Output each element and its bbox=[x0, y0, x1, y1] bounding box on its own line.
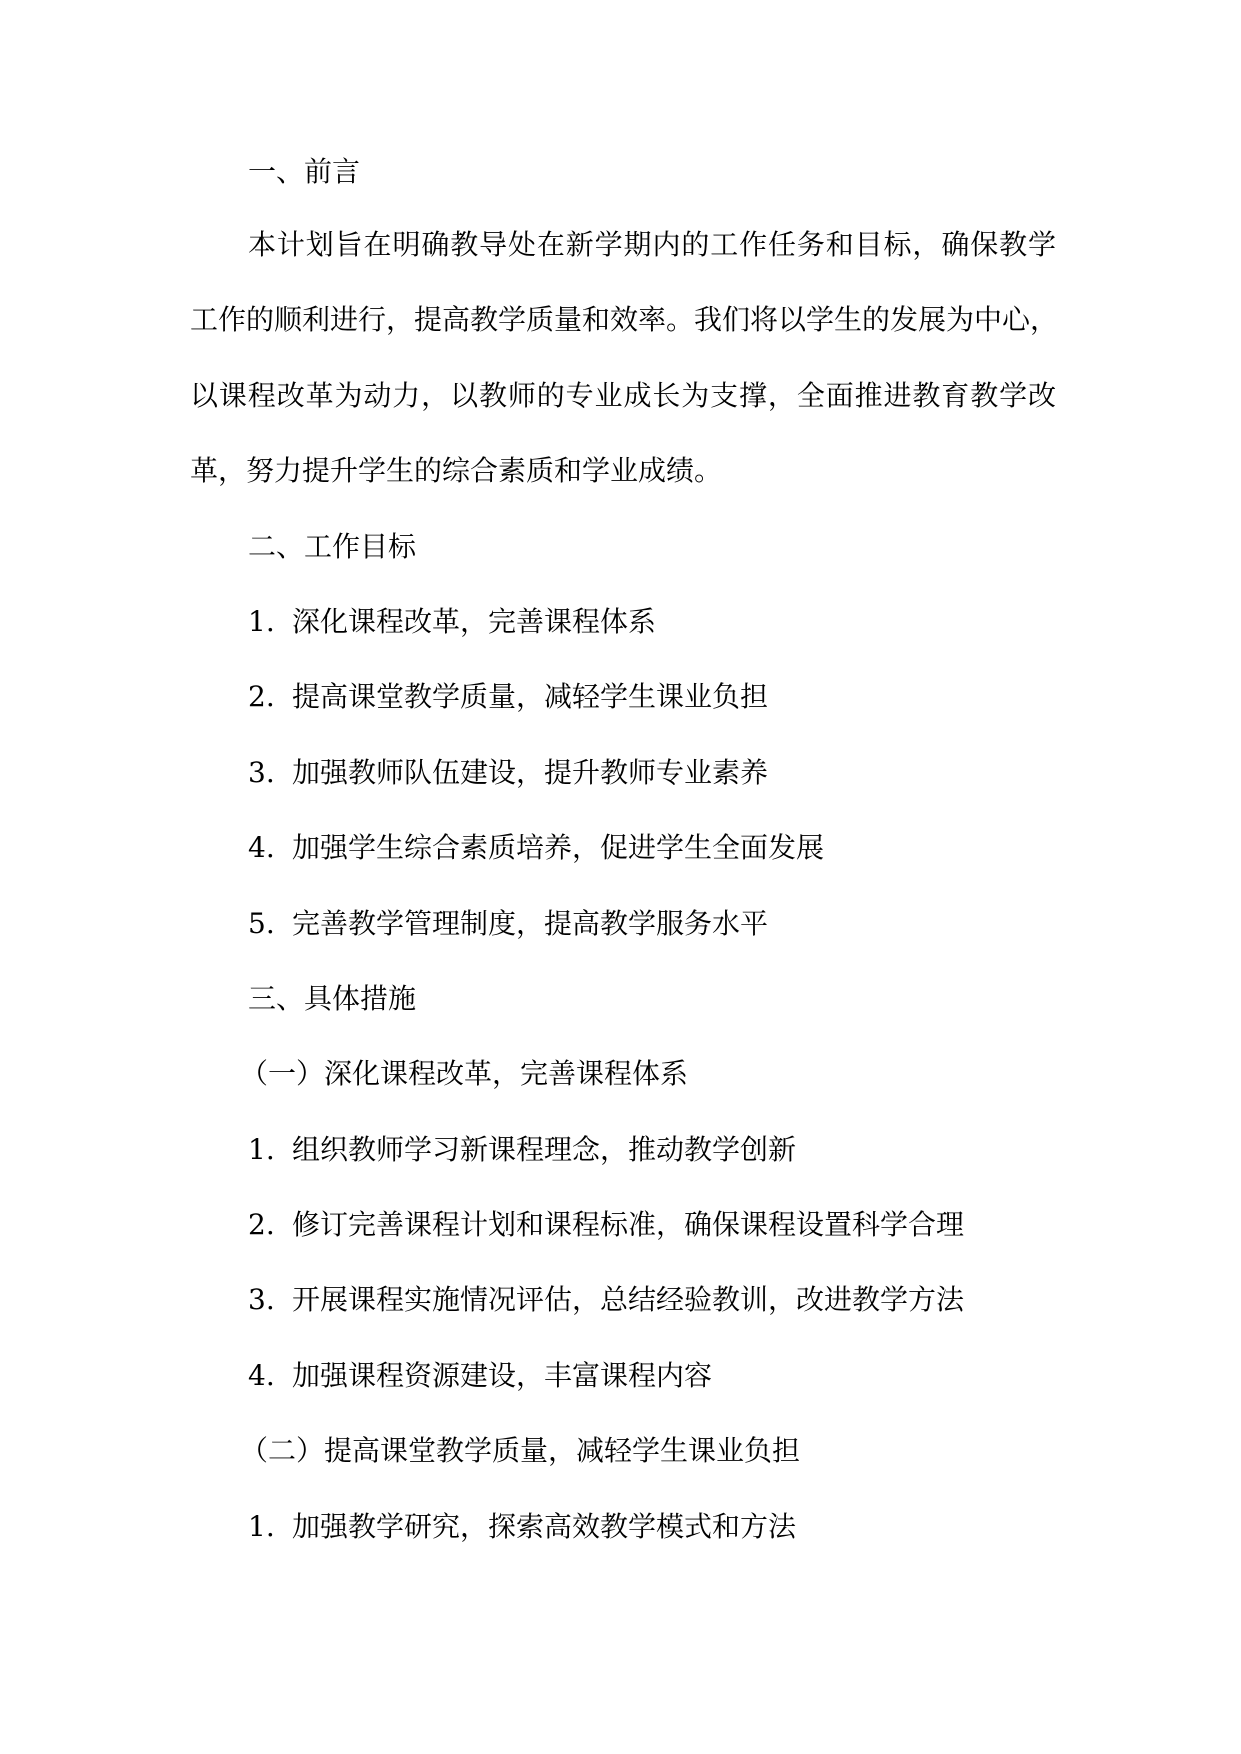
subsection-heading: （一）深化课程改革，完善课程体系 bbox=[240, 1057, 689, 1090]
measure-item-number: 3. bbox=[248, 1283, 275, 1316]
measure-item-text: 加强课程资源建设，丰富课程内容 bbox=[292, 1359, 713, 1392]
measure-item bbox=[248, 1205, 964, 1245]
goal-item-number: 3. bbox=[248, 756, 275, 789]
section-heading-goals: 二、工作目标 bbox=[248, 530, 417, 563]
goal-item bbox=[248, 828, 824, 868]
intro-paragraph-line: 本计划旨在明确教导处在新学期内的工作任务和目标，确保教学 bbox=[248, 228, 1056, 261]
goal-item-number: 1. bbox=[248, 605, 275, 638]
intro-paragraph-line: 革，努力提升学生的综合素质和学业成绩。 bbox=[190, 454, 723, 487]
measure-item-text: 开展课程实施情况评估，总结经验教训，改进教学方法 bbox=[292, 1283, 965, 1316]
goal-item bbox=[248, 753, 768, 793]
measure-item-number: 1. bbox=[248, 1510, 275, 1543]
section-heading-measures: 三、具体措施 bbox=[248, 982, 417, 1015]
goal-item-number: 4. bbox=[248, 831, 275, 864]
subsection-heading: （二）提高课堂教学质量，减轻学生课业负担 bbox=[240, 1434, 801, 1467]
goal-item bbox=[248, 677, 768, 717]
measure-item-number: 4. bbox=[248, 1359, 275, 1392]
intro-paragraph-line: 工作的顺利进行，提高教学质量和效率。我们将以学生的发展为中心， bbox=[190, 303, 1059, 336]
goal-item-text: 加强学生综合素质培养，促进学生全面发展 bbox=[292, 831, 825, 864]
goal-item-number: 5. bbox=[248, 907, 275, 940]
section-heading-intro: 一、前言 bbox=[248, 155, 361, 188]
goal-item bbox=[248, 904, 768, 944]
goal-item-text: 深化课程改革，完善课程体系 bbox=[292, 605, 657, 638]
goal-item bbox=[248, 602, 656, 642]
measure-item-text: 加强教学研究，探索高效教学模式和方法 bbox=[292, 1510, 797, 1543]
goal-item-number: 2. bbox=[248, 680, 275, 713]
measure-item bbox=[248, 1507, 796, 1547]
measure-item bbox=[248, 1280, 964, 1320]
measure-item-number: 2. bbox=[248, 1208, 275, 1241]
goal-item-text: 加强教师队伍建设，提升教师专业素养 bbox=[292, 756, 769, 789]
goal-item-text: 完善教学管理制度，提高教学服务水平 bbox=[292, 907, 769, 940]
measure-item-text: 修订完善课程计划和课程标准，确保课程设置科学合理 bbox=[292, 1208, 965, 1241]
measure-item-text: 组织教师学习新课程理念，推动教学创新 bbox=[292, 1133, 797, 1166]
goal-item-text: 提高课堂教学质量，减轻学生课业负担 bbox=[292, 680, 769, 713]
measure-item-number: 1. bbox=[248, 1133, 275, 1166]
measure-item bbox=[248, 1356, 712, 1396]
measure-item bbox=[248, 1130, 796, 1170]
intro-paragraph-line: 以课程改革为动力，以教师的专业成长为支撑，全面推进教育教学改 bbox=[190, 379, 1056, 412]
